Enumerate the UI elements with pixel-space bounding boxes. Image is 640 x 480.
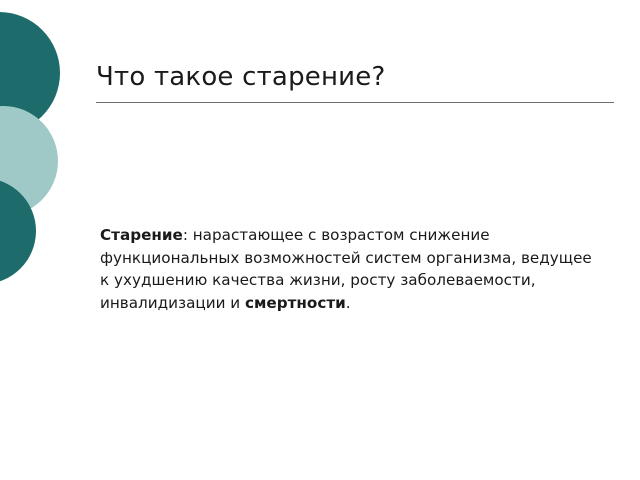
body-tail-text: . xyxy=(345,293,351,312)
title-divider xyxy=(96,102,614,103)
slide-title: Что такое старение? xyxy=(96,62,386,93)
body-lead-term: Старение xyxy=(100,226,183,245)
slide-body xyxy=(100,224,592,314)
body-main-text: : нарастающее с возрастом снижение функциональных возможностей систем организма, ведущее к ухудшению качества жизни, росту заболеваемости, инвалидизации и xyxy=(100,226,592,312)
body-emphasis-term: смертности xyxy=(245,293,346,312)
